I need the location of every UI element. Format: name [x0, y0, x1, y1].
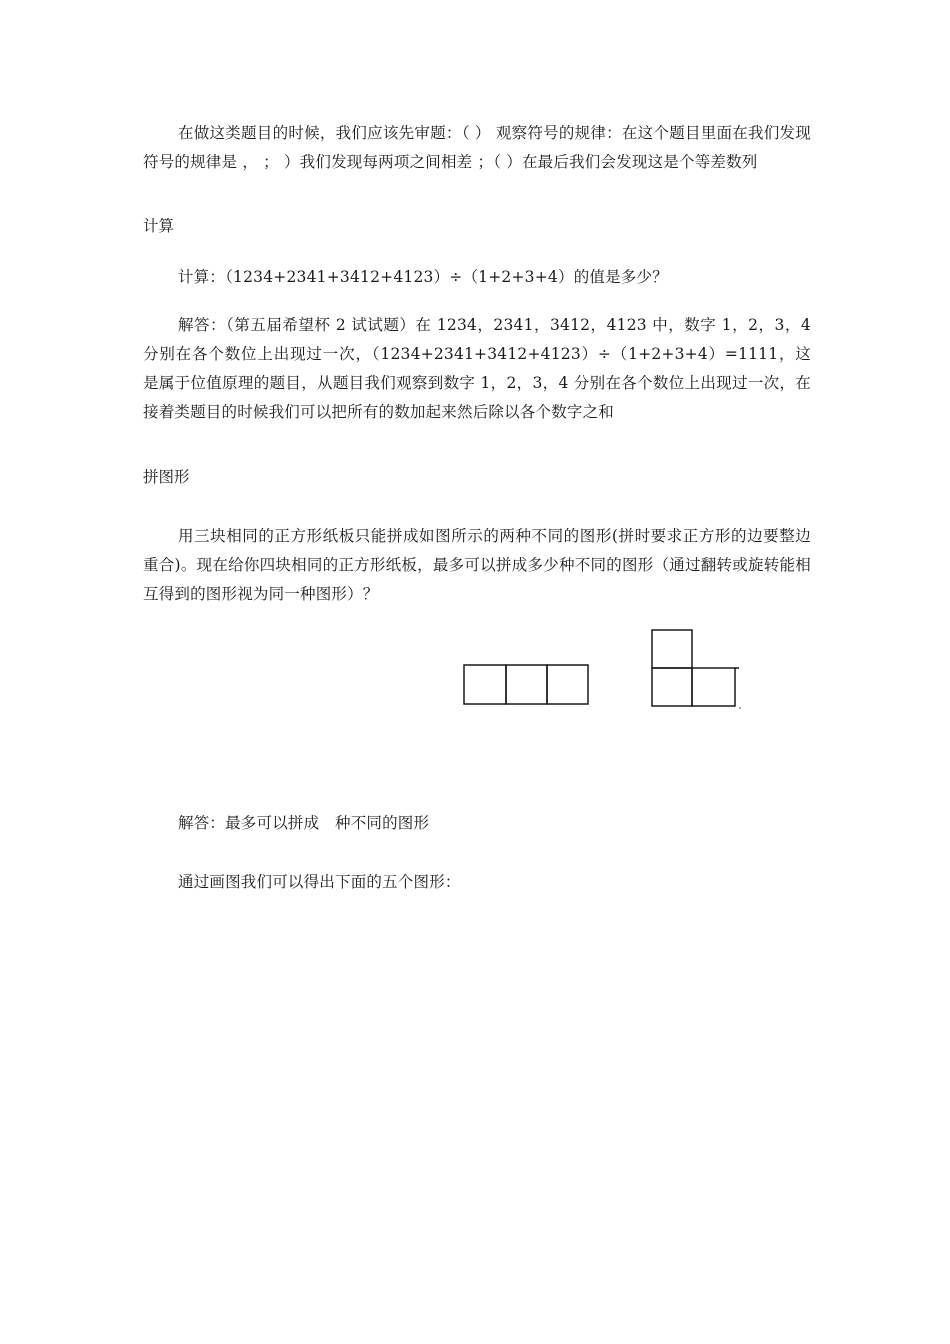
- straight-tromino-square-2: [506, 665, 547, 704]
- l-tromino-square-bottom-left: [652, 668, 692, 706]
- l-tromino-square-bottom-right: [692, 668, 735, 706]
- puzzle-followup: 通过画图我们可以得出下面的五个图形：: [178, 873, 461, 891]
- intro-paragraph: 在做这类题目的时候，我们应该先审题：（ ） 观察符号的规律：在这个题目里面在我们发现符号的规律是 ， ； ）我们发现每两项之间相差 ；（ ）在最后我们会发现这是个等差数列: [143, 124, 811, 171]
- straight-tromino-square-1: [464, 665, 506, 704]
- l-tromino-square-top: [652, 630, 692, 668]
- calc-question: 计算：（1234+2341+3412+4123）÷（1+2+3+4）的值是多少？: [178, 268, 668, 286]
- straight-tromino-square-3: [547, 665, 588, 704]
- calc-heading: 计算: [143, 217, 175, 235]
- straight-tromino: [464, 665, 588, 704]
- paragraph-mark: [739, 707, 741, 709]
- tromino-figure: [461, 626, 751, 716]
- puzzle-heading: 拼图形: [143, 468, 190, 486]
- puzzle-answer: 解答：最多可以拼成 种不同的图形: [178, 814, 430, 832]
- calc-answer: 解答：（第五届希望杯 2 试试题）在 1234，2341，3412，4123 中，数字 1，2，3，4 分别在各个数位上出现过一次，（1234+2341+3412+4123）÷（1+2+3+4）=1111，这是属于位值原理的题目，从题目我们观察到数字 1，2，3，4 分别在各个数位上出现过一次，在接着类题目的时候我们可以把所有的数加起来然后除以各个数字之和: [143, 316, 811, 421]
- puzzle-question: 用三块相同的正方形纸板只能拼成如图所示的两种不同的图形(拼时要求正方形的边要整边重合)。现在给你四块相同的正方形纸板，最多可以拼成多少种不同的图形（通过翻转或旋转能相互得到的图形视为同一种图形）？: [143, 527, 811, 603]
- document-page: [143, 0, 811, 1344]
- l-tromino: [652, 630, 741, 709]
